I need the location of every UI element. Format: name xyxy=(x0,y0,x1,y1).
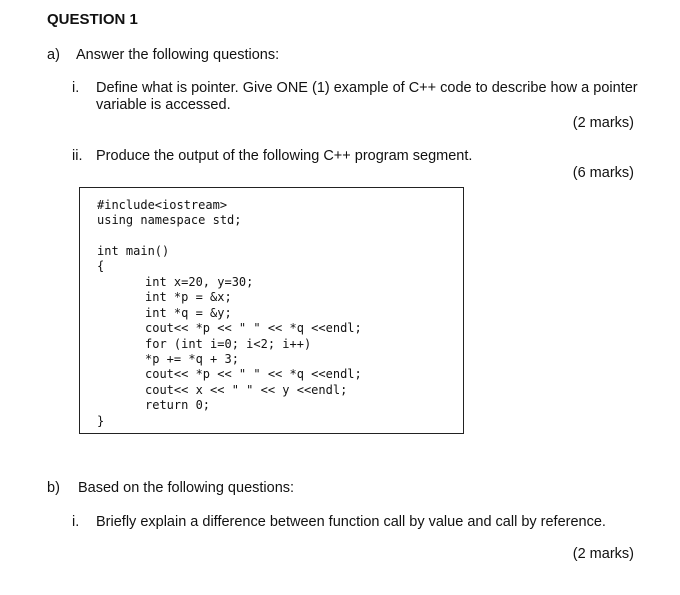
part-b-item-1-text: Briefly explain a difference between function call by value and call by reference. xyxy=(96,514,606,530)
part-a-item-2-marks: (6 marks) xyxy=(572,165,634,181)
part-b-label: b) xyxy=(47,480,60,496)
part-a-text: Answer the following questions: xyxy=(76,47,280,63)
code-line-body-9: return 0; xyxy=(145,398,211,413)
code-line-body-7: cout<< *p << " " << *q <<endl; xyxy=(145,367,362,382)
code-line-body-6: *p += *q + 3; xyxy=(145,352,239,366)
part-b-text: Based on the following questions: xyxy=(78,480,295,496)
code-line-body-5: for (int i=0; i<2; i++) xyxy=(145,336,312,351)
part-a-item-1-numeral: i. xyxy=(72,80,80,96)
part-a-item-1-marks: (2 marks) xyxy=(572,115,634,131)
code-line-main: int main() xyxy=(97,244,170,258)
part-a-item-1-text-line2: variable is accessed. xyxy=(96,97,231,113)
code-line-include: #include<iostream> xyxy=(97,198,228,212)
question-title: QUESTION 1 xyxy=(47,11,138,28)
code-line-body-3: int *q = &y; xyxy=(145,305,232,320)
part-b-item-1-numeral: i. xyxy=(72,514,80,530)
part-a-item-2-text: Produce the output of the following C++ program segment. xyxy=(96,148,473,164)
part-b-item-1-marks: (2 marks) xyxy=(572,546,634,562)
code-line-namespace: using namespace std; xyxy=(97,213,242,228)
part-a-item-1-text-line1: Define what is pointer. Give ONE (1) example of C++ code to describe how a pointer xyxy=(96,80,638,96)
code-line-body-2: int *p = &x; xyxy=(145,290,232,305)
code-line-body-8: cout<< x << " " << y <<endl; xyxy=(145,382,348,397)
code-line-body-4: cout<< *p << " " << *q <<endl; xyxy=(145,321,362,336)
part-a-label: a) xyxy=(47,47,60,63)
part-a-item-2-numeral: ii. xyxy=(72,148,83,164)
code-line-close-brace: } xyxy=(97,414,105,428)
code-line-open-brace: { xyxy=(97,259,105,274)
code-box xyxy=(79,187,464,434)
code-line-body-1: int x=20, y=30; xyxy=(145,275,254,289)
